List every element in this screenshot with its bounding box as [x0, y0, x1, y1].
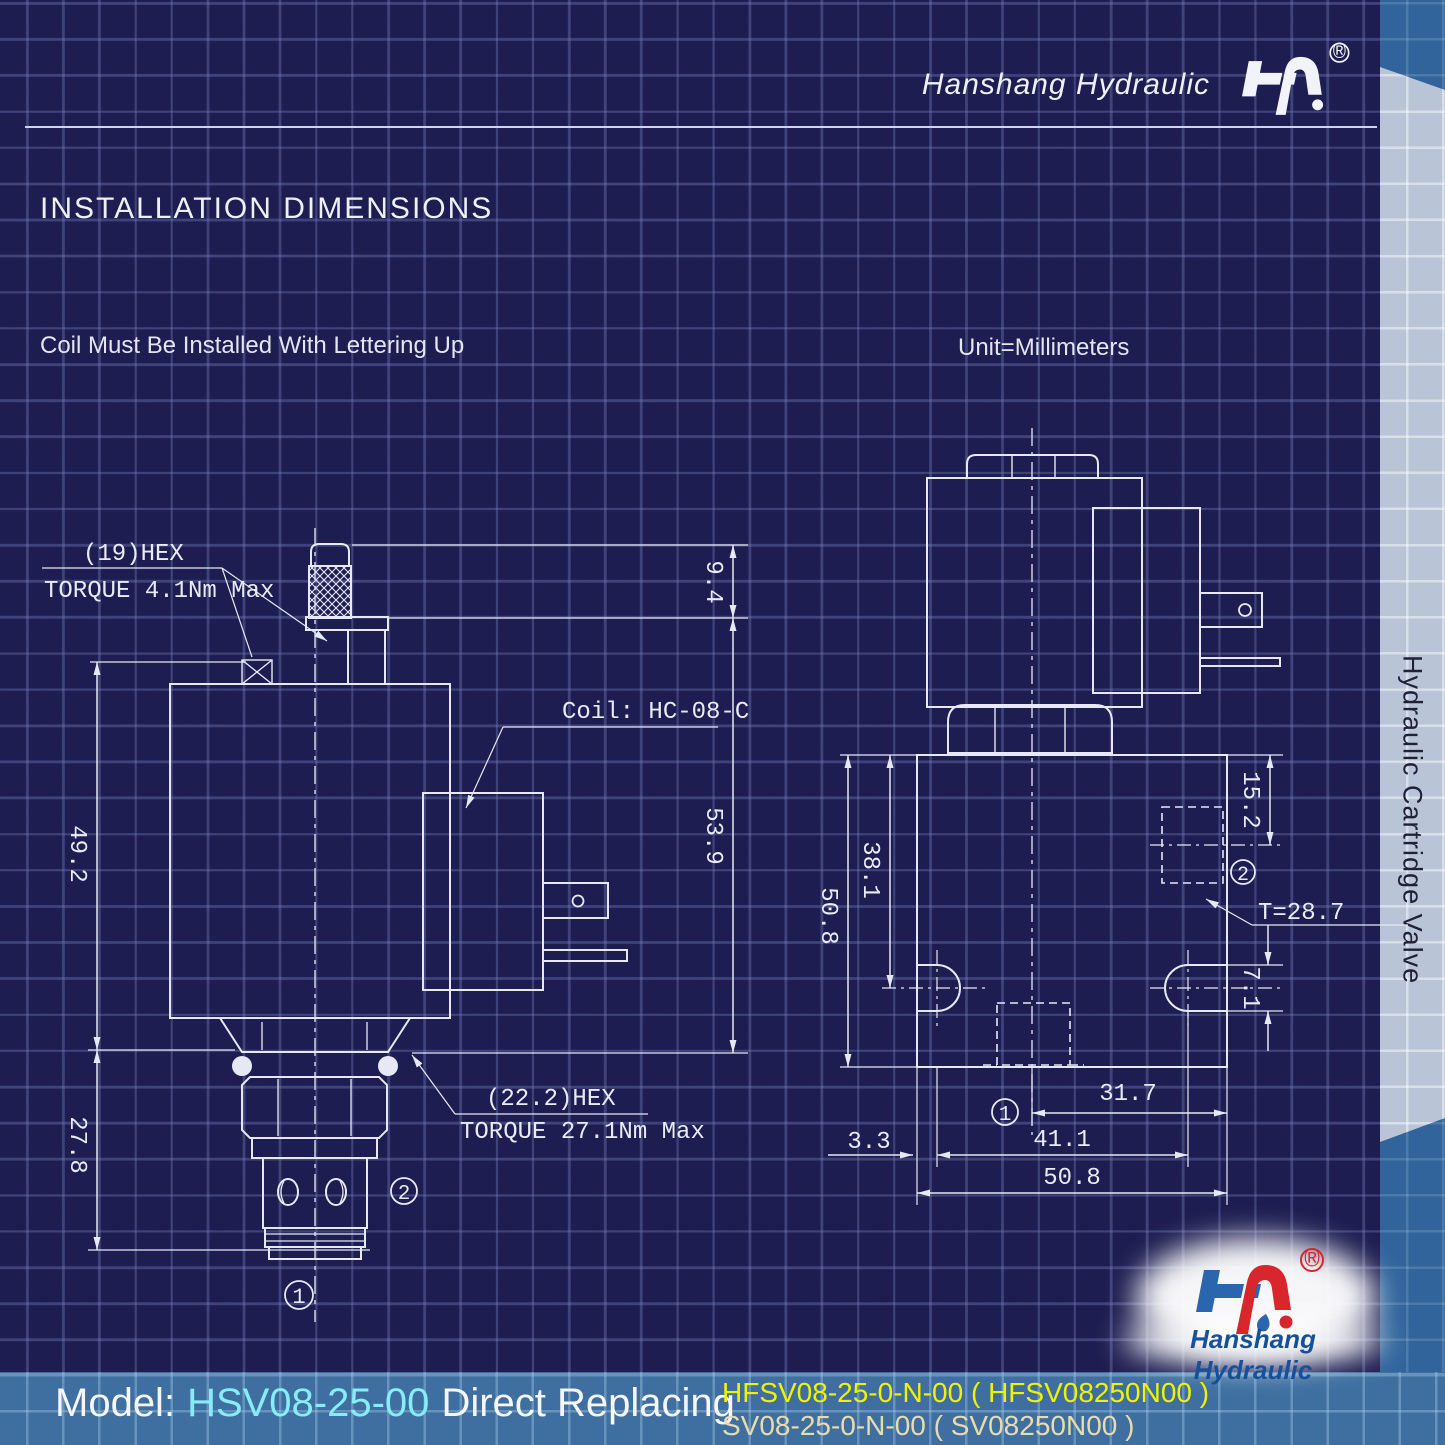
- front-coil-body: [170, 684, 450, 1018]
- cad-labels: [44, 541, 1344, 1310]
- registered-mark-top: ®: [1332, 40, 1346, 66]
- unit-label: Unit=Millimeters: [958, 334, 1130, 361]
- side-coil-body: [927, 478, 1142, 707]
- brand-name-top: Hanshang Hydraulic: [921, 68, 1210, 101]
- front-ext-lines-left: [88, 662, 370, 1250]
- hex-callout-leader: [412, 1055, 455, 1114]
- knob-stem: [348, 630, 385, 684]
- valve-body-block: [917, 755, 1227, 1067]
- coil-install-note: Coil Must Be Installed With Lettering Up: [40, 332, 465, 359]
- brand-name-bottom: Hanshang Hydraulic: [1190, 1324, 1316, 1385]
- side-port1-number: 1: [998, 1104, 1012, 1127]
- replacement-line-2: SV08-25-0-N-00 ( SV08250N00 ): [722, 1410, 1135, 1441]
- side-connector-hole: [1239, 604, 1251, 616]
- dim-50-8: 50.8: [814, 887, 841, 945]
- dim-53-9: 53.9: [699, 807, 726, 865]
- logo-dot-icon: [1312, 99, 1323, 110]
- side-port2-number: 2: [1236, 864, 1250, 887]
- brand-logo-bottom: [1196, 1245, 1323, 1334]
- model-line: [55, 1381, 747, 1426]
- dim-7-1: 7.1: [1236, 966, 1263, 1010]
- dim-thread: T=28.7: [1258, 900, 1345, 927]
- thread-callout-leader: [1206, 899, 1252, 925]
- model-value: HSV08-25-00: [187, 1381, 430, 1425]
- side-ext-lines-v: [840, 755, 1283, 1067]
- registered-mark-bottom: ®: [1304, 1245, 1320, 1275]
- callout-torque-knob: TORQUE 4.1Nm Max: [44, 578, 275, 605]
- callout-coil: Coil: HC-08-C: [562, 699, 750, 726]
- cross-port-left-inner: [281, 1181, 284, 1203]
- callout-hex-body: (22.2)HEX: [486, 1086, 616, 1113]
- front-port2-number: 2: [397, 1183, 411, 1206]
- dim-15-2: 15.2: [1236, 771, 1263, 829]
- top-nut-facets: [1012, 455, 1055, 478]
- dim-50-8-width: 50.8: [1043, 1165, 1101, 1192]
- callout-hex-knob: (19)HEX: [83, 541, 184, 568]
- dim-38-1: 38.1: [856, 841, 883, 899]
- side-tab-label: Hydraulic Cartridge Valve: [1397, 655, 1428, 985]
- front-port1-number: 1: [292, 1285, 306, 1310]
- model-suffix: Direct Replacing: [441, 1381, 735, 1425]
- coil-callout-leader: [466, 727, 503, 808]
- front-connector-housing: [423, 793, 543, 990]
- replacement-line-1: HFSV08-25-0-N-00 ( HFSV08250N00 ): [722, 1377, 1210, 1408]
- dim-31-7: 31.7: [1099, 1081, 1157, 1108]
- dim-49-2: 49.2: [63, 825, 90, 883]
- dim-41-1: 41.1: [1033, 1127, 1091, 1154]
- o-ring-left: [232, 1056, 252, 1076]
- dim-9-4: 9.4: [699, 560, 726, 604]
- front-connector-plug: [543, 883, 608, 918]
- knob-knurl: [309, 566, 351, 618]
- notch-centerlines-v: [937, 950, 1188, 1030]
- dim-27-8: 27.8: [63, 1116, 90, 1174]
- brand-logo-top: [1242, 41, 1349, 115]
- logo-bar-icon: [1213, 1284, 1244, 1298]
- front-ext-lines-right: [352, 545, 748, 1053]
- model-label: Model:: [55, 1381, 176, 1425]
- logo-bar-icon: [1256, 73, 1282, 85]
- side-hex-nut: [948, 705, 1112, 753]
- dim-3-3: 3.3: [847, 1129, 891, 1156]
- knob-cap: [311, 544, 349, 566]
- front-connector-pin: [543, 950, 627, 961]
- set-screw: [242, 660, 272, 684]
- callout-torque-body: TORQUE 27.1Nm Max: [460, 1119, 705, 1146]
- side-hex-nut-facets: [995, 707, 1065, 753]
- side-connector-pin: [1200, 658, 1280, 666]
- side-connector-plug: [1200, 593, 1262, 627]
- port1-hidden: [997, 1003, 1070, 1065]
- o-ring-right: [378, 1056, 398, 1076]
- page-title: INSTALLATION DIMENSIONS: [40, 192, 494, 225]
- front-connector-hole: [573, 896, 584, 907]
- cross-port-right-inner: [340, 1181, 343, 1203]
- front-view: [42, 528, 748, 1322]
- side-connector-housing: [1093, 508, 1200, 693]
